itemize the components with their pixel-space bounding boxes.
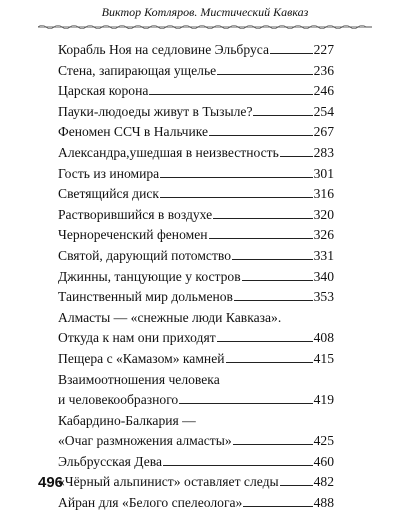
toc-entry (58, 411, 334, 432)
toc-entry (58, 184, 334, 205)
toc-entry-page: 425 (313, 433, 334, 449)
toc-entry-title: Кабардино-Балкария — (58, 412, 196, 428)
toc-leader-line (243, 506, 312, 507)
toc-leader-line (234, 300, 313, 301)
toc-entry (58, 452, 334, 473)
toc-entry-title: Алмасты — «снежные люди Кавказа». (58, 309, 282, 325)
toc-leader-line (213, 218, 312, 219)
toc-entry-title: Чернореченский феномен (58, 227, 208, 243)
toc-entry (58, 225, 334, 246)
toc-leader-line (209, 238, 313, 239)
toc-entry-page: 340 (313, 268, 334, 284)
toc-leader-line (270, 53, 313, 54)
toc-entry (58, 61, 334, 82)
toc-entry-title: и человекообразного (58, 392, 179, 408)
toc-leader-line (209, 135, 313, 136)
toc-entry (58, 493, 334, 514)
toc-leader-line (217, 74, 312, 75)
toc-entry-page: 301 (313, 165, 334, 181)
running-title: Виктор Котляров. Мистический Кавказ (101, 5, 309, 19)
toc-entry-page: 283 (313, 144, 334, 160)
toc-entry-page: 320 (313, 206, 334, 222)
toc-entry-title: Джинны, танцующие у костров (58, 268, 241, 284)
toc-entry-title: Александра,ушедшая в неизвестность (58, 144, 279, 160)
toc-entry-title: Светящийся диск (58, 186, 159, 202)
toc-entry-page: 331 (313, 247, 334, 263)
toc-entry (58, 267, 334, 288)
ornamental-rule (38, 23, 372, 31)
toc-entry-page: 482 (313, 474, 334, 490)
toc-leader-line (226, 362, 313, 363)
toc-leader-line (179, 403, 312, 404)
toc-entry (58, 164, 334, 185)
toc-entry (58, 40, 334, 61)
toc-entry-title: Откуда к нам они приходят (58, 330, 216, 346)
toc-entry (58, 122, 334, 143)
toc-leader-line (253, 115, 312, 116)
toc-entry-title: Корабль Ноя на седловине Эльбруса (58, 42, 269, 57)
toc-leader-line (217, 341, 313, 342)
toc-entry (58, 246, 334, 267)
toc-leader-line (149, 94, 312, 95)
toc-entry-page: 227 (313, 42, 334, 57)
toc-entry-page: 419 (313, 392, 334, 408)
toc-entry-page: 408 (313, 330, 334, 346)
toc-entry (58, 370, 334, 391)
toc-entry (58, 287, 334, 308)
toc-entry (58, 431, 334, 452)
toc-entry-page: 353 (313, 289, 334, 305)
toc-entry-title: Таинственный мир дольменов (58, 289, 233, 305)
toc-leader-line (160, 197, 313, 198)
toc-leader-line (242, 280, 313, 281)
toc-entry-title: Стена, запирающая ущелье (58, 62, 217, 78)
toc-leader-line (233, 444, 313, 445)
toc-entry (58, 328, 334, 349)
running-header (38, 0, 372, 31)
toc-entry (58, 102, 334, 123)
toc-leader-line (160, 177, 312, 178)
toc-entry (58, 143, 334, 164)
toc-entry (58, 205, 334, 226)
toc-entry-title: Взаимоотношения человека (58, 371, 220, 387)
toc-entry-page: 326 (313, 227, 334, 243)
table-of-contents (58, 40, 334, 514)
toc-entry-title: Эльбрусская Дева (58, 453, 163, 469)
toc-entry (58, 349, 334, 370)
toc-entry-page: 415 (313, 350, 334, 366)
toc-entry-title: «Чёрный альпинист» оставляет следы (58, 474, 279, 490)
toc-entry-title: Пещера с «Камазом» камней (58, 350, 225, 366)
toc-entry (58, 472, 334, 493)
toc-entry-page: 460 (313, 453, 334, 469)
toc-entry-title: Растворившийся в воздухе (58, 206, 213, 222)
toc-entry-title: Айран для «Белого спелеолога» (58, 495, 243, 511)
toc-entry-page: 254 (313, 103, 334, 119)
toc-leader-line (280, 156, 313, 157)
toc-entry-title: Царская корона (58, 83, 149, 99)
toc-entry-page: 236 (313, 62, 334, 78)
toc-entry (58, 308, 334, 329)
toc-entry-title: Пауки-людоеды живут в Тызыле? (58, 103, 253, 119)
toc-entry-page: 267 (313, 124, 334, 140)
toc-entry-title: Гость из иномира (58, 165, 160, 181)
page-number: 496 (38, 474, 64, 491)
toc-entry-page: 246 (313, 83, 334, 99)
toc-leader-line (280, 485, 313, 486)
toc-entry-title: Святой, дарующий потомство (58, 247, 232, 263)
toc-entry-title: Феномен ССЧ в Нальчике (58, 124, 209, 140)
toc-entry-page: 488 (313, 495, 334, 511)
toc-entry (58, 81, 334, 102)
toc-entry-title: «Очаг размножения алмасты» (58, 433, 232, 449)
toc-leader-line (232, 259, 313, 260)
toc-entry (58, 390, 334, 411)
toc-leader-line (163, 465, 313, 466)
toc-entry-page: 316 (313, 186, 334, 202)
